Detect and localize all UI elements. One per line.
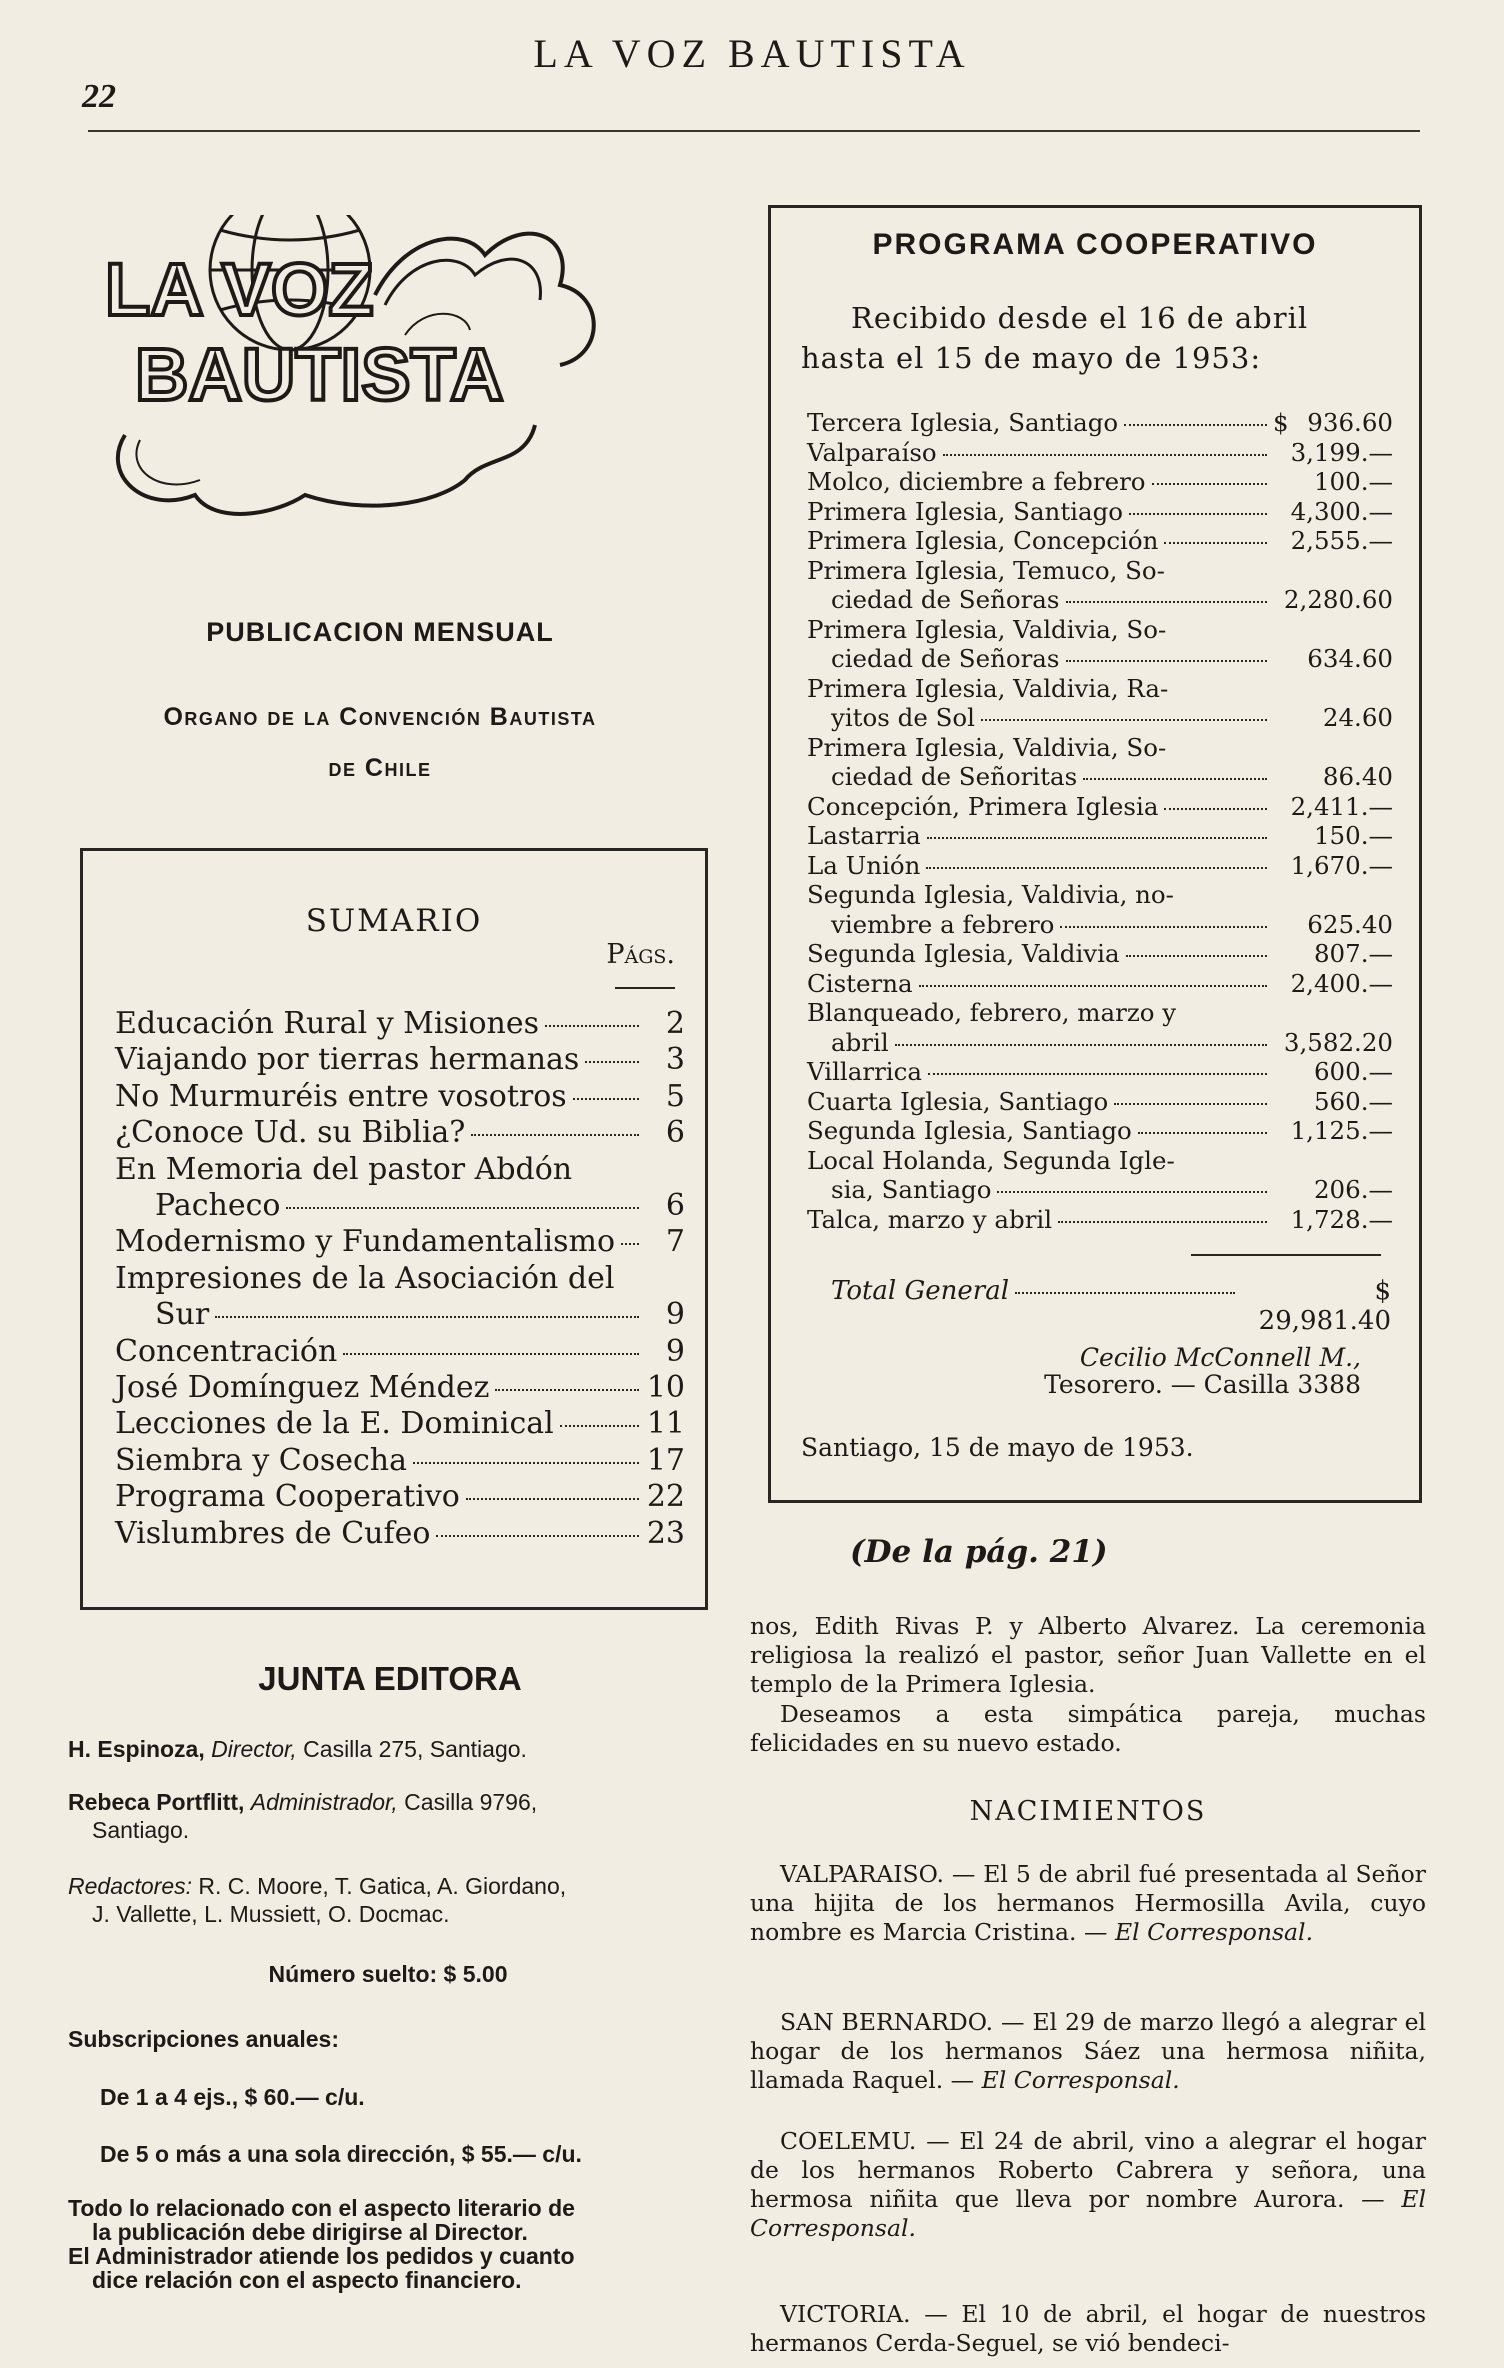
contribution-amount: 634.60 bbox=[1307, 644, 1393, 673]
birth-victoria: VICTORIA. — El 10 de abril, el hogar de nuestros hermanos Cerda-Seguel, se vió bendeci- bbox=[750, 2300, 1426, 2357]
contribution-church: Primera Iglesia, Concepción bbox=[807, 526, 1159, 555]
birth-san-bernardo bbox=[750, 2008, 1426, 2095]
toc-entry-page: 6 bbox=[665, 1115, 685, 1151]
toc-entry-title: Viajando por tierras hermanas bbox=[115, 1042, 580, 1078]
toc-entry-title: Lecciones de la E. Dominical bbox=[115, 1406, 554, 1442]
total-rule bbox=[1191, 1254, 1381, 1256]
contribution-church: La Unión bbox=[807, 850, 921, 880]
contribution-row bbox=[807, 438, 1393, 468]
contribution-row bbox=[807, 998, 1393, 1028]
treasurer-name: Cecilio McConnell M., bbox=[1079, 1343, 1361, 1372]
contribution-church: Local Holanda, Segunda Igle- bbox=[807, 1145, 1175, 1175]
contribution-church: ciedad de Señoras bbox=[831, 644, 1060, 673]
contribution-church: Segunda Iglesia, Valdivia bbox=[807, 939, 1120, 968]
numero-suelto: Número suelto: $ 5.00 bbox=[268, 1961, 508, 1987]
contribution-church: Primera Iglesia, Santiago bbox=[807, 496, 1124, 526]
toc-entry bbox=[115, 1261, 685, 1297]
contribution-amount: 2,280.60 bbox=[1283, 585, 1393, 614]
contribution-row-continued bbox=[807, 644, 1393, 674]
toc-entry-page: 9 bbox=[665, 1333, 685, 1369]
report-date: Santiago, 15 de mayo de 1953. bbox=[801, 1433, 1194, 1462]
contribution-row bbox=[807, 408, 1393, 438]
toc-entry-title: No Murmuréis entre vosotros bbox=[115, 1078, 567, 1114]
toc-entry-page: 23 bbox=[646, 1515, 685, 1551]
junta-redactores bbox=[68, 1872, 728, 1928]
contribution-row bbox=[807, 674, 1393, 704]
toc-entry bbox=[115, 1224, 685, 1260]
contribution-amount: 560.— bbox=[1313, 1086, 1393, 1116]
toc-entry-title: Siembra y Cosecha bbox=[115, 1442, 407, 1478]
toc-entry bbox=[115, 1370, 685, 1406]
contribution-church: Cuarta Iglesia, Santiago bbox=[807, 1086, 1109, 1116]
header-rule bbox=[88, 130, 1420, 132]
contribution-church: Villarrica bbox=[807, 1057, 922, 1086]
contribution-row-continued bbox=[807, 762, 1393, 792]
contribution-church: Concepción, Primera Iglesia bbox=[807, 791, 1159, 821]
contribution-row bbox=[807, 556, 1393, 586]
contribution-amount: 807.— bbox=[1313, 939, 1393, 968]
toc-entry bbox=[115, 1334, 685, 1370]
contribution-row bbox=[807, 497, 1393, 527]
toc-entry-title: Modernismo y Fundamentalismo bbox=[115, 1224, 616, 1260]
toc-entry-continued bbox=[115, 1188, 685, 1224]
toc-entry-page: 11 bbox=[646, 1406, 685, 1442]
currency-symbol: $ bbox=[1273, 408, 1289, 437]
toc-entry-page: 5 bbox=[665, 1078, 685, 1114]
logo-text-la-voz: LA VOZ bbox=[105, 248, 374, 331]
contribution-church: Molco, diciembre a febrero bbox=[807, 467, 1146, 496]
director-address: Casilla 275, Santiago. bbox=[303, 1736, 527, 1762]
contribution-church: Segunda Iglesia, Santiago bbox=[807, 1116, 1132, 1145]
birth-valparaiso-text: VALPARAISO. — El 5 de abril fué presentada al Señor una hijita de los hermanos Hermosilla Avila, cuyo nombre es Marcia Cristina. — bbox=[750, 1860, 1426, 1946]
toc-entry-title: Vislumbres de Cufeo bbox=[115, 1515, 431, 1551]
toc-entry bbox=[115, 1479, 685, 1515]
total-value: $ 29,981.40 bbox=[1258, 1276, 1391, 1336]
toc-entry-page: 22 bbox=[646, 1479, 685, 1515]
contribution-amount: 2,411.— bbox=[1290, 791, 1393, 821]
contribution-row bbox=[807, 733, 1393, 763]
logo-graphic bbox=[105, 215, 685, 575]
contribution-church: abril bbox=[831, 1027, 889, 1057]
logo-text-bautista: BAUTISTA bbox=[135, 333, 504, 416]
masthead-logo bbox=[105, 215, 685, 575]
contribution-amount: 4,300.— bbox=[1290, 496, 1393, 526]
contribution-church: viembre a febrero bbox=[831, 909, 1055, 939]
nacimientos-title: NACIMIENTOS bbox=[969, 1796, 1207, 1827]
contribution-church: Valparaíso bbox=[807, 437, 937, 467]
toc-entry-continued bbox=[115, 1297, 685, 1333]
contribution-row-continued bbox=[807, 585, 1393, 615]
contribution-row bbox=[807, 467, 1393, 497]
toc-entry-title: José Domínguez Méndez bbox=[115, 1370, 490, 1406]
contribution-row bbox=[807, 969, 1393, 999]
toc-entry-page: 7 bbox=[665, 1224, 685, 1260]
redactores-list-1: R. C. Moore, T. Gatica, A. Giordano, bbox=[198, 1873, 567, 1899]
contribution-amount: 3,199.— bbox=[1290, 437, 1393, 467]
programa-title: PROGRAMA COOPERATIVO bbox=[872, 228, 1318, 261]
sumario-title: SUMARIO bbox=[305, 903, 483, 939]
toc-entry-page: 6 bbox=[665, 1188, 685, 1224]
contribution-row bbox=[807, 851, 1393, 881]
admin-address: Casilla 9796, bbox=[404, 1789, 538, 1815]
contribution-church: Tercera Iglesia, Santiago bbox=[807, 408, 1119, 437]
birth-coelemu bbox=[750, 2127, 1426, 2243]
contribution-amount: 3,582.20 bbox=[1283, 1027, 1393, 1057]
contribution-amount: 100.— bbox=[1313, 467, 1393, 496]
contribution-row bbox=[807, 1205, 1393, 1235]
toc-entry bbox=[115, 1042, 685, 1078]
birth-valparaiso-signature: El Corresponsal. bbox=[1114, 1918, 1314, 1946]
birth-san-bernardo-text: SAN BERNARDO. — El 29 de marzo llegó a alegrar el hogar de los hermanos Sáez una hermosa niñita, llamada Raquel. — bbox=[750, 2008, 1426, 2094]
note-line-4: dice relación con el aspecto financiero. bbox=[92, 2267, 522, 2293]
contribution-row bbox=[807, 1116, 1393, 1146]
contribution-row bbox=[807, 792, 1393, 822]
toc-entry bbox=[115, 1516, 685, 1552]
contribution-church: ciedad de Señoras bbox=[831, 585, 1060, 614]
contribution-church: Primera Iglesia, Temuco, So- bbox=[807, 555, 1165, 585]
contribution-row bbox=[807, 939, 1393, 969]
contribution-row bbox=[807, 821, 1393, 851]
admin-role: Administrador, bbox=[250, 1789, 398, 1815]
contribution-church: Primera Iglesia, Valdivia, So- bbox=[807, 732, 1167, 762]
page-number: 22 bbox=[82, 78, 116, 115]
contribution-row-continued bbox=[807, 1175, 1393, 1205]
total-row bbox=[831, 1276, 1391, 1336]
contribution-church: Segunda Iglesia, Valdivia, no- bbox=[807, 880, 1174, 909]
admin-city: Santiago. bbox=[92, 1817, 190, 1843]
contribution-church: Primera Iglesia, Valdivia, So- bbox=[807, 614, 1167, 644]
organ-line-1: Organo de la Convención Bautista bbox=[163, 703, 597, 731]
organ-line-2: de Chile bbox=[328, 754, 432, 782]
subscription-rate-2: De 5 o más a una sola dirección, $ 55.— c/u. bbox=[100, 2141, 582, 2167]
toc-entry-title: Concentración bbox=[115, 1333, 338, 1369]
contribution-amount: 150.— bbox=[1313, 821, 1393, 850]
treasurer-role: Tesorero. — Casilla 3388 bbox=[1044, 1370, 1361, 1399]
table-of-contents bbox=[115, 1006, 685, 1552]
contribution-amount: 206.— bbox=[1313, 1175, 1393, 1204]
toc-entry-title: Educación Rural y Misiones bbox=[115, 1006, 540, 1041]
subscription-rate-1: De 1 a 4 ejs., $ 60.— c/u. bbox=[100, 2084, 365, 2110]
continuation-reference: (De la pág. 21) bbox=[850, 1534, 1108, 1570]
contribution-amount: 1,670.— bbox=[1290, 850, 1393, 880]
birth-coelemu-text: COELEMU. — El 24 de abril, vino a alegrar el hogar de los hermanos Roberto Cabrera y señora, una hermosa niñita que lleva por nombre Aurora. — bbox=[750, 2127, 1426, 2213]
contribution-amount: 86.40 bbox=[1322, 762, 1393, 791]
total-label: Total General bbox=[831, 1276, 1010, 1306]
contribution-row bbox=[807, 1057, 1393, 1087]
contribution-row bbox=[807, 526, 1393, 556]
contribution-church: Cisterna bbox=[807, 968, 913, 998]
contribution-church: Primera Iglesia, Valdivia, Ra- bbox=[807, 673, 1169, 703]
toc-entry bbox=[115, 1152, 685, 1188]
toc-entry-page: 10 bbox=[646, 1370, 685, 1406]
contribution-amount: 625.40 bbox=[1307, 909, 1393, 939]
contribution-church: sia, Santiago bbox=[831, 1175, 992, 1204]
wedding-paragraph: nos, Edith Rivas P. y Alberto Alvarez. La ceremonia religiosa la realizó el pastor, señor Juan Vallette en el templo de la Primera Iglesia. bbox=[750, 1612, 1426, 1698]
director-role: Director, bbox=[211, 1736, 297, 1762]
sumario-box bbox=[80, 848, 708, 1610]
contribution-amount: 1,125.— bbox=[1290, 1116, 1393, 1145]
running-header-title: LA VOZ BAUTISTA bbox=[533, 31, 971, 76]
birth-san-bernardo-signature: El Corresponsal. bbox=[981, 2066, 1180, 2094]
contribution-row-continued bbox=[807, 910, 1393, 940]
redactores-label: Redactores: bbox=[68, 1873, 193, 1899]
contribution-amount: 2,400.— bbox=[1290, 968, 1393, 998]
wedding-wishes: Deseamos a esta simpática pareja, muchas felicidades en su nuevo estado. bbox=[750, 1700, 1426, 1757]
contribution-amount: 600.— bbox=[1313, 1057, 1393, 1086]
publication-type: PUBLICACION MENSUAL bbox=[206, 617, 554, 647]
toc-entry bbox=[115, 1115, 685, 1151]
contributions-list bbox=[807, 408, 1393, 1234]
director-name: H. Espinoza, bbox=[68, 1736, 205, 1762]
note-line-2: la publicación debe dirigirse al Director. bbox=[92, 2219, 528, 2245]
toc-entry-page: 9 bbox=[665, 1297, 685, 1333]
toc-entry bbox=[115, 1443, 685, 1479]
birth-coelemu-signature: El Corresponsal. bbox=[750, 2185, 1426, 2242]
subscriptions-label: Subscripciones anuales: bbox=[68, 2026, 339, 2052]
contribution-row bbox=[807, 615, 1393, 645]
note-line-3: El Administrador atiende los pedidos y cuanto bbox=[68, 2243, 575, 2269]
junta-director bbox=[68, 1735, 728, 1763]
contribution-amount: 24.60 bbox=[1322, 703, 1393, 732]
contribution-church: Talca, marzo y abril bbox=[807, 1204, 1053, 1234]
redactores-list-2: J. Vallette, L. Mussiett, O. Docmac. bbox=[92, 1901, 450, 1927]
contribution-amount: 1,728.— bbox=[1290, 1204, 1393, 1234]
contribution-row bbox=[807, 1087, 1393, 1117]
contribution-row bbox=[807, 1146, 1393, 1176]
contribution-church: yitos de Sol bbox=[831, 703, 975, 732]
contribution-church: Lastarria bbox=[807, 821, 921, 850]
toc-entry-title: ¿Conoce Ud. su Biblia? bbox=[115, 1115, 466, 1151]
contribution-church: Blanqueado, febrero, marzo y bbox=[807, 998, 1177, 1027]
toc-entry-page: 2 bbox=[665, 1006, 685, 1041]
pages-rule bbox=[615, 987, 675, 989]
programa-intro: Recibido desde el 16 de abril hasta el 15 de mayo de 1953: bbox=[801, 301, 1309, 375]
toc-entry-title: Pacheco bbox=[155, 1188, 281, 1224]
toc-entry bbox=[115, 1006, 685, 1042]
contribution-row bbox=[807, 880, 1393, 910]
pages-column-label: Págs. bbox=[606, 939, 675, 970]
toc-entry-page: 17 bbox=[646, 1442, 685, 1478]
birth-valparaiso bbox=[750, 1860, 1426, 1947]
note-line-1: Todo lo relacionado con el aspecto literario de bbox=[68, 2195, 575, 2221]
contribution-amount: 2,555.— bbox=[1290, 526, 1393, 555]
contribution-row-continued bbox=[807, 703, 1393, 733]
contribution-church: ciedad de Señoritas bbox=[831, 762, 1078, 791]
toc-entry bbox=[115, 1406, 685, 1442]
toc-entry-title: En Memoria del pastor Abdón bbox=[115, 1151, 573, 1187]
toc-entry-title: Impresiones de la Asociación del bbox=[115, 1260, 615, 1296]
toc-entry-page: 3 bbox=[665, 1042, 685, 1078]
editorial-note bbox=[68, 2196, 728, 2292]
toc-entry-title: Programa Cooperativo bbox=[115, 1479, 460, 1515]
admin-name: Rebeca Portflitt, bbox=[68, 1789, 245, 1815]
toc-entry-title: Sur bbox=[155, 1297, 210, 1333]
toc-entry bbox=[115, 1079, 685, 1115]
contribution-amount: $ 936.60 bbox=[1273, 408, 1393, 437]
programa-cooperativo-box bbox=[768, 205, 1422, 1503]
junta-title: JUNTA EDITORA bbox=[258, 1660, 522, 1697]
junta-admin bbox=[68, 1788, 728, 1844]
contribution-row-continued bbox=[807, 1028, 1393, 1058]
